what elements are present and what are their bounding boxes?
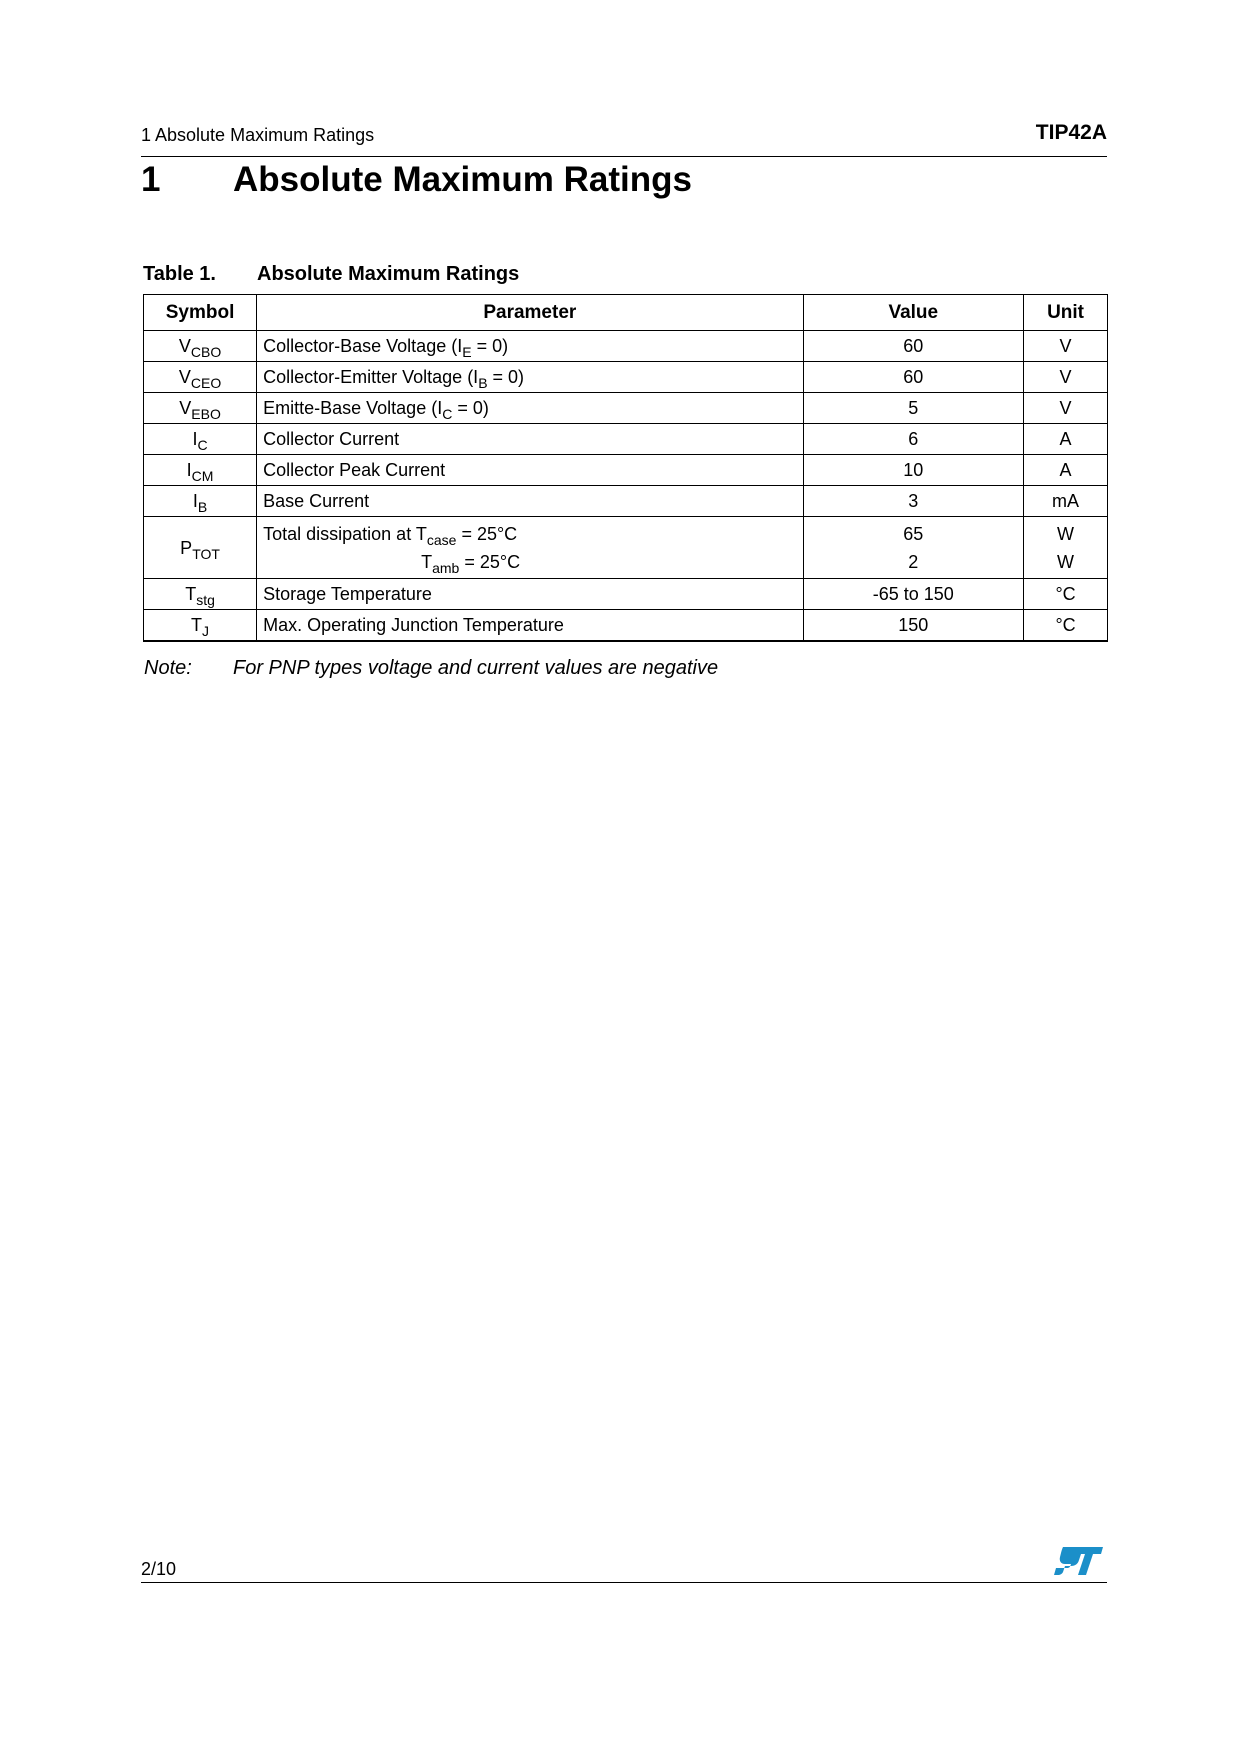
- value-cell: 6: [803, 424, 1024, 455]
- symbol-sub: TOT: [192, 545, 220, 562]
- parameter-tail: = 0): [487, 367, 525, 387]
- value-cell: 10: [803, 455, 1024, 486]
- symbol-sub: B: [197, 499, 208, 515]
- parameter-tail: = 25°C: [456, 523, 518, 544]
- symbol-cell: [144, 393, 257, 424]
- symbol-main: I: [192, 429, 198, 449]
- unit-cell: °C: [1024, 579, 1108, 610]
- symbol-main: T: [191, 614, 203, 635]
- symbol-sub: CM: [191, 468, 214, 484]
- parameter-tail: = 25°C: [459, 551, 521, 572]
- unit-cell: [1024, 517, 1108, 579]
- symbol-cell: [144, 579, 257, 610]
- unit-cell: °C: [1024, 610, 1108, 641]
- symbol-cell: [144, 517, 257, 579]
- section-number: 1: [141, 160, 161, 199]
- symbol-cell: [144, 362, 257, 393]
- table-header-row: [144, 295, 1108, 331]
- section-heading: Absolute Maximum Ratings: [233, 160, 692, 199]
- parameter-cell: [257, 393, 803, 424]
- unit-line: W: [1057, 523, 1075, 544]
- ratings-table: [143, 294, 1108, 642]
- table-row: [144, 579, 1108, 610]
- table-row: [144, 393, 1108, 424]
- parameter-sub: E: [462, 344, 472, 360]
- header-part-number: TIP42A: [1035, 121, 1107, 144]
- parameter-sub: B: [478, 375, 488, 391]
- parameter-cell: Base Current: [257, 486, 803, 517]
- symbol-main: V: [178, 336, 191, 356]
- symbol-main: P: [180, 537, 193, 558]
- symbol-main: I: [192, 491, 198, 511]
- unit-cell: A: [1024, 455, 1108, 486]
- symbol-main: I: [186, 460, 192, 480]
- column-header-symbol: Symbol: [144, 295, 257, 331]
- unit-cell: V: [1024, 331, 1108, 362]
- value-cell: [803, 517, 1024, 579]
- page-number: 2/10: [141, 1559, 177, 1579]
- parameter-cell: [257, 362, 803, 393]
- parameter-text: Collector-Base Voltage (I: [263, 336, 463, 356]
- symbol-cell: [144, 424, 257, 455]
- page-header: [141, 118, 1107, 157]
- st-logo-icon: [1053, 1545, 1105, 1577]
- value-cell: 5: [803, 393, 1024, 424]
- parameter-sub: amb: [432, 559, 460, 576]
- value-line: 65: [903, 523, 924, 544]
- parameter-cell: Storage Temperature: [257, 579, 803, 610]
- unit-line: W: [1057, 551, 1075, 572]
- header-section-label: 1 Absolute Maximum Ratings: [141, 125, 375, 145]
- value-cell: 60: [803, 362, 1024, 393]
- symbol-cell: [144, 610, 257, 641]
- symbol-sub: CBO: [190, 344, 222, 360]
- table-row: [144, 331, 1108, 362]
- value-cell: 3: [803, 486, 1024, 517]
- parameter-text: Total dissipation at T: [263, 523, 427, 544]
- column-header-unit: Unit: [1024, 295, 1108, 331]
- parameter-tail: = 0): [452, 398, 489, 418]
- parameter-cell: [257, 331, 803, 362]
- column-header-parameter: Parameter: [257, 295, 803, 331]
- unit-cell: V: [1024, 393, 1108, 424]
- symbol-sub: CEO: [190, 375, 222, 391]
- table-title: Absolute Maximum Ratings: [257, 263, 520, 285]
- symbol-sub: J: [202, 622, 210, 639]
- value-cell: -65 to 150: [803, 579, 1024, 610]
- table-row: [144, 517, 1108, 579]
- symbol-cell: [144, 331, 257, 362]
- note-label: Note:: [144, 657, 192, 679]
- parameter-sub: C: [442, 406, 453, 422]
- value-line: 2: [908, 551, 919, 572]
- symbol-main: V: [178, 367, 191, 387]
- table-row: [144, 486, 1108, 517]
- page-footer: [141, 1545, 1107, 1583]
- table-label: Table 1.: [143, 263, 216, 285]
- table-row: [144, 424, 1108, 455]
- parameter-line-amb: [263, 548, 796, 576]
- parameter-tail: = 0): [471, 336, 509, 356]
- parameter-sub: case: [426, 531, 457, 548]
- symbol-cell: [144, 455, 257, 486]
- value-cell: 60: [803, 331, 1024, 362]
- symbol-main: V: [179, 398, 192, 418]
- unit-cell: mA: [1024, 486, 1108, 517]
- parameter-text: Emitte-Base Voltage (I: [263, 398, 443, 418]
- symbol-sub: EBO: [191, 406, 221, 422]
- unit-cell: V: [1024, 362, 1108, 393]
- parameter-cell: [257, 517, 803, 579]
- note-text: For PNP types voltage and current values are negative: [233, 657, 719, 679]
- parameter-cell: Max. Operating Junction Temperature: [257, 610, 803, 641]
- symbol-sub: stg: [196, 592, 215, 608]
- parameter-line-case: [263, 520, 796, 548]
- table-row: [144, 610, 1108, 641]
- parameter-cell: Collector Peak Current: [257, 455, 803, 486]
- table-row: [144, 362, 1108, 393]
- unit-cell: A: [1024, 424, 1108, 455]
- symbol-main: T: [185, 584, 197, 604]
- parameter-cell: Collector Current: [257, 424, 803, 455]
- column-header-value: Value: [803, 295, 1024, 331]
- symbol-cell: [144, 486, 257, 517]
- table-row: [144, 455, 1108, 486]
- value-cell: 150: [803, 610, 1024, 641]
- parameter-text: T: [421, 551, 433, 572]
- parameter-text: Collector-Emitter Voltage (I: [263, 367, 479, 387]
- symbol-sub: C: [197, 437, 208, 453]
